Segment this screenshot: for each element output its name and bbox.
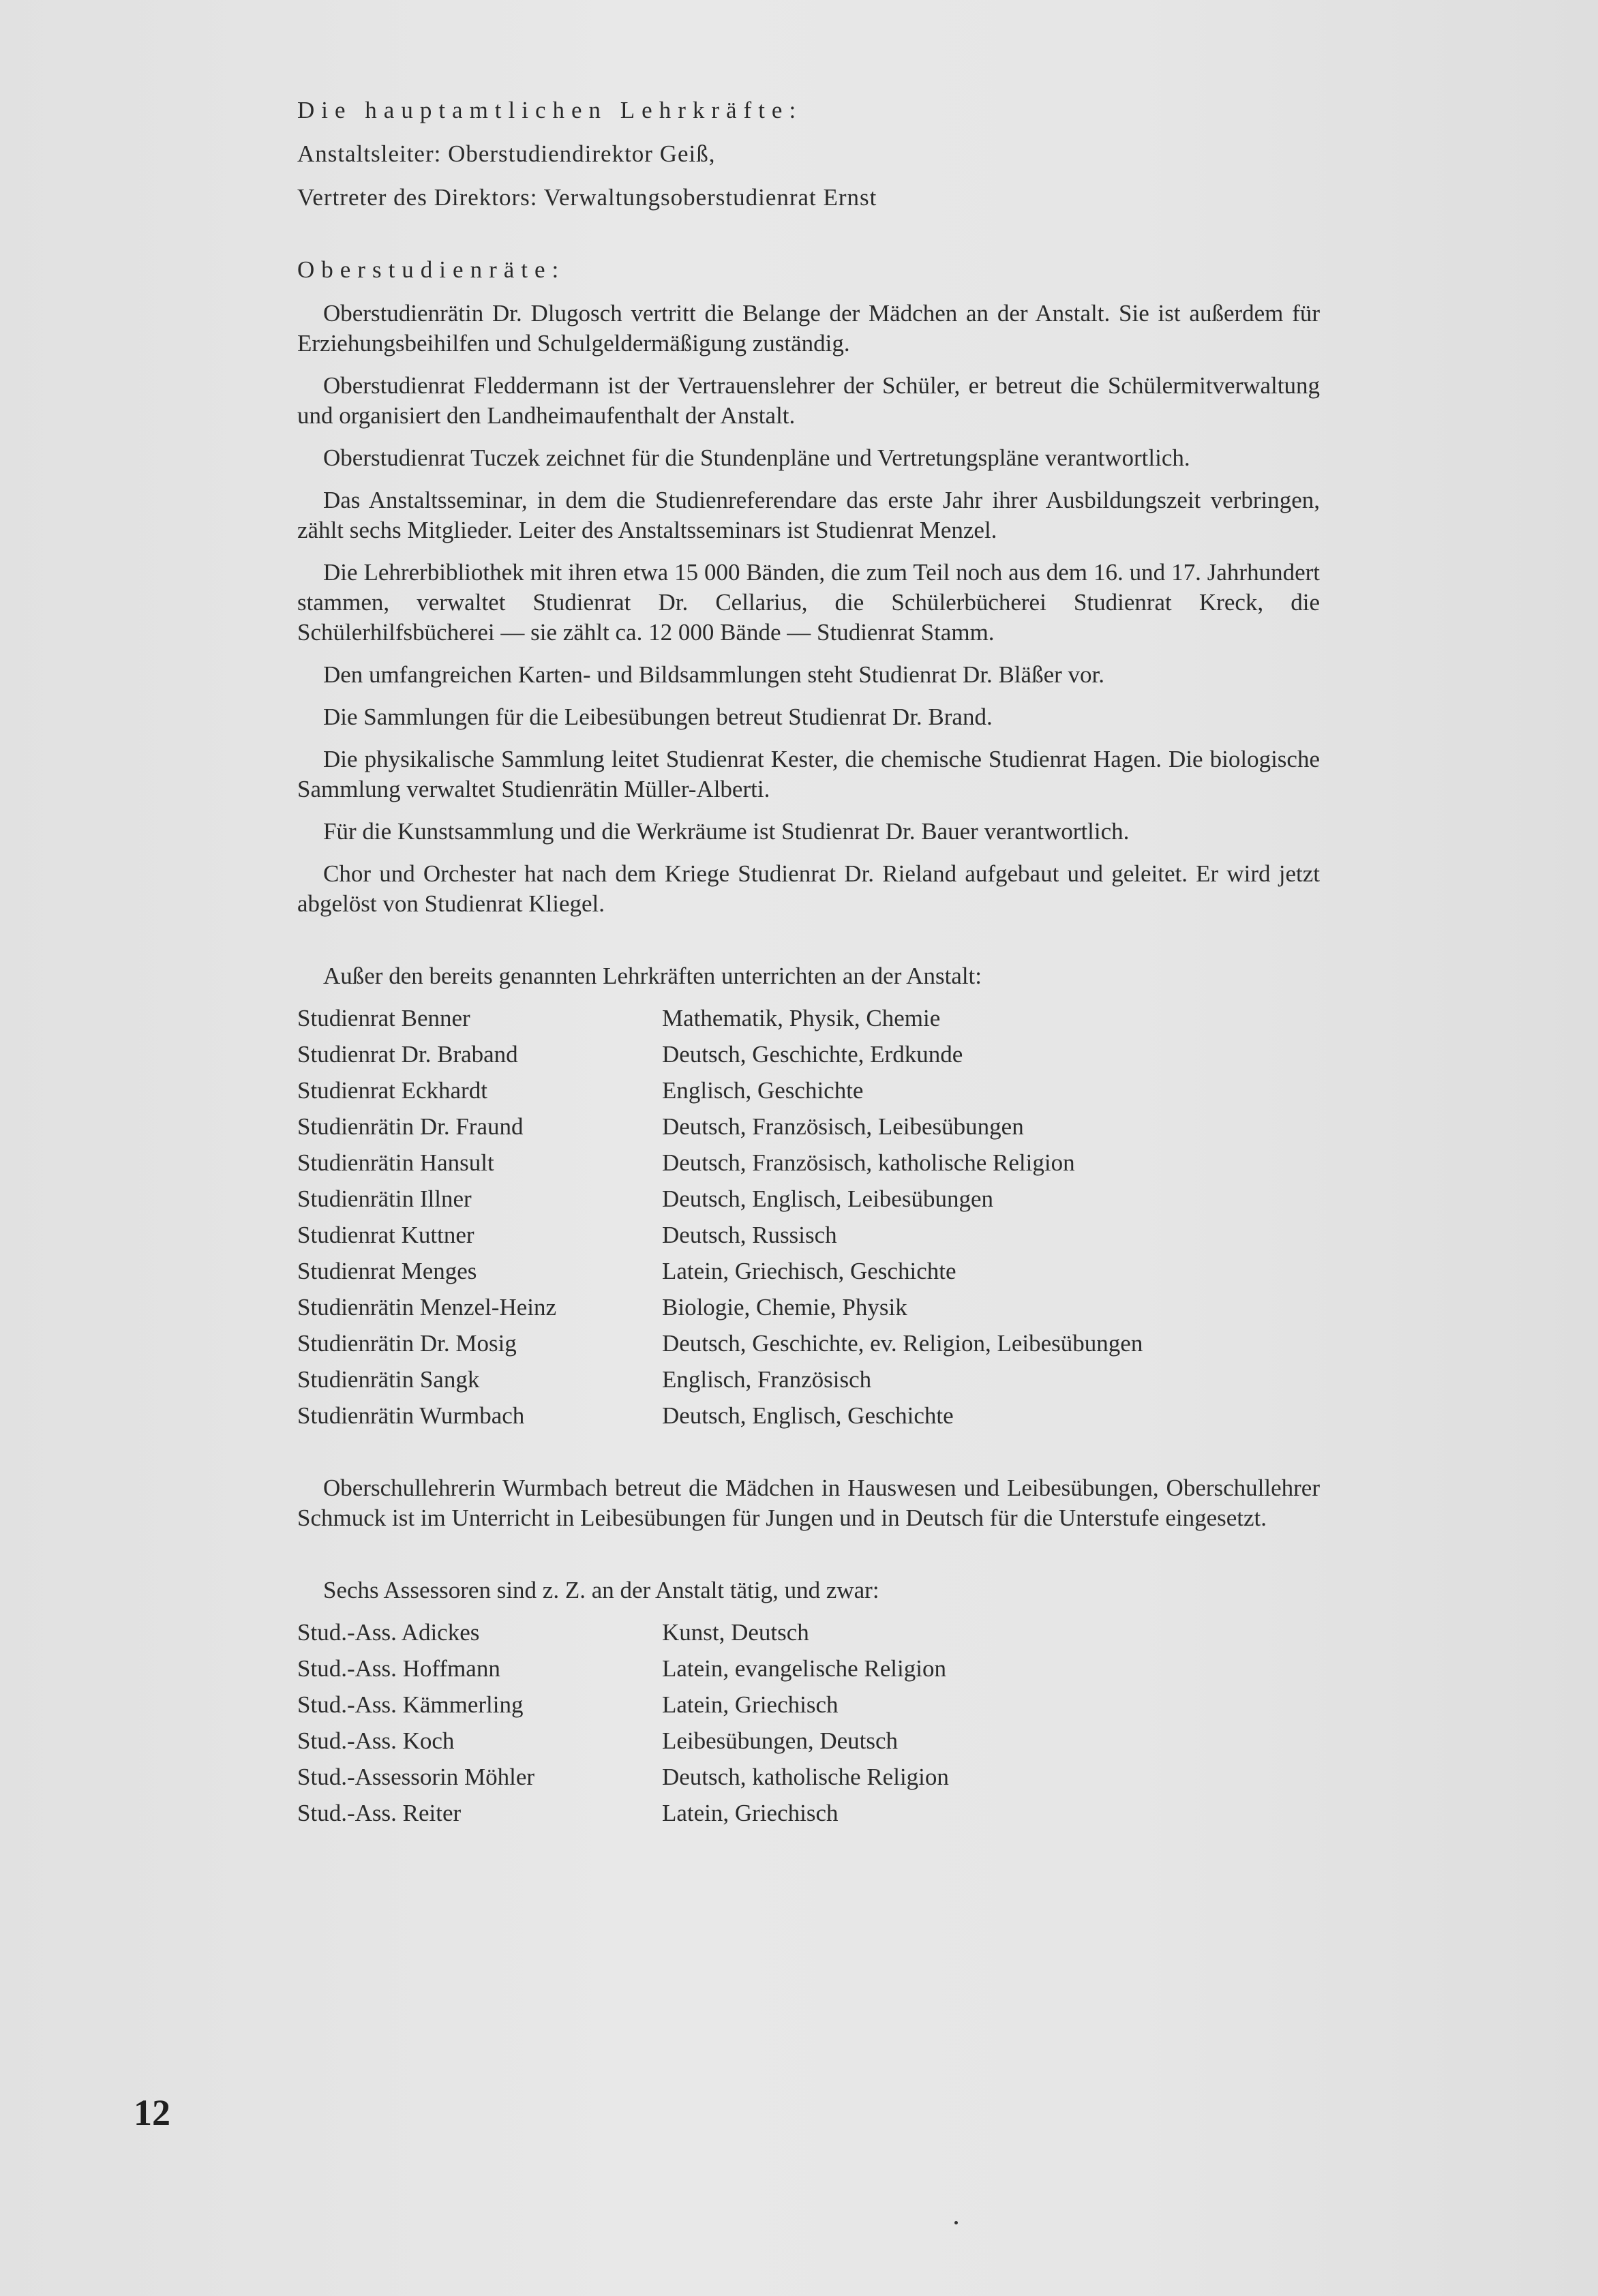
assessors-list [297,1618,1320,1828]
teacher-name: Studienrat Eckhardt [297,1077,487,1104]
teacher-name: Studienrätin Wurmbach [297,1402,525,1429]
page-number: 12 [134,2092,170,2133]
staff-heading: Die hauptamtlichen Lehrkräfte: [297,97,803,123]
oberschul-paragraph: Oberschullehrerin Wurmbach betreut die Mädchen in Hauswesen und Leibesübungen, Oberschullehrer Schmuck ist im Unterricht in Leibesübungen für Jungen und in Deutsch für die Unterstufe eingesetzt. [297,1475,1320,1531]
paragraph: Den umfangreichen Karten- und Bildsammlungen steht Studienrat Dr. Bläßer vor. [323,661,1104,688]
paragraph: Die Lehrerbibliothek mit ihren etwa 15 000 Bänden, die zum Teil noch aus dem 16. und 17. Jahrhundert stammen, verwaltet Studienrat Dr. Cellarius, die Schülerbücherei Studienrat Kreck, die Schülerhilfsbücherei — sie zählt ca. 12 000 Bände — Studienrat Stamm. [297,559,1320,646]
teacher-name: Studienrat Menges [297,1258,477,1284]
print-speck [954,2221,958,2224]
paragraph: Oberstudienrat Tuczek zeichnet für die Stundenpläne und Vertretungspläne verantwortlich. [323,444,1190,471]
assessor-name: Stud.-Ass. Reiter [297,1800,462,1826]
teacher-name: Studienrätin Hansult [297,1149,494,1176]
teacher-subjects: Englisch, Geschichte [662,1077,864,1104]
assessor-subjects: Deutsch, katholische Religion [662,1764,949,1790]
teacher-subjects: Deutsch, Geschichte, Erdkunde [662,1041,963,1068]
teacher-name: Studienrätin Dr. Fraund [297,1113,524,1140]
paragraph: Die physikalische Sammlung leitet Studienrat Kester, die chemische Studienrat Hagen. Die biologische Sammlung verwaltet Studienrätin Müller-Alberti. [297,746,1320,802]
teachers-list [297,1003,1320,1431]
teachers-intro: Außer den bereits genannten Lehrkräften unterrichten an der Anstalt: [323,963,982,989]
assessor-subjects: Kunst, Deutsch [662,1619,809,1646]
assessor-name: Stud.-Ass. Kämmerling [297,1691,524,1718]
teacher-subjects: Deutsch, Englisch, Geschichte [662,1402,954,1429]
deputy-line: Vertreter des Direktors: Verwaltungsoberstudienrat Ernst [297,184,877,211]
paragraph: Das Anstaltsseminar, in dem die Studienreferendare das erste Jahr ihrer Ausbildungszeit verbringen, zählt sechs Mitglieder. Leiter des Anstaltsseminars ist Studienrat Menzel. [297,487,1320,543]
assessor-name: Stud.-Ass. Hoffmann [297,1655,500,1682]
senior-teachers-heading: Oberstudienräte: [297,256,566,283]
teacher-subjects: Deutsch, Russisch [662,1222,837,1248]
assessors-intro: Sechs Assessoren sind z. Z. an der Anstalt tätig, und zwar: [323,1577,879,1603]
assessor-subjects: Latein, Griechisch [662,1800,839,1826]
page-content [297,95,1320,1828]
teacher-subjects: Latein, Griechisch, Geschichte [662,1258,956,1284]
paragraph: Oberstudienrätin Dr. Dlugosch vertritt die Belange der Mädchen an der Anstalt. Sie ist außerdem für Erziehungsbeihilfen und Schulgeldermäßigung zuständig. [297,300,1320,357]
assessor-subjects: Latein, evangelische Religion [662,1655,946,1682]
teacher-name: Studienrätin Illner [297,1185,472,1212]
teacher-name: Studienrat Dr. Braband [297,1041,518,1068]
director-line: Anstaltsleiter: Oberstudiendirektor Geiß, [297,140,716,167]
teacher-name: Studienrat Benner [297,1005,470,1031]
teacher-name: Studienrätin Menzel-Heinz [297,1294,557,1320]
assessor-name: Stud.-Assessorin Möhler [297,1764,535,1790]
paragraph: Für die Kunstsammlung und die Werkräume ist Studienrat Dr. Bauer verantwortlich. [323,818,1130,845]
teacher-name: Studienrätin Sangk [297,1366,480,1393]
teacher-name: Studienrat Kuttner [297,1222,474,1248]
assessor-name: Stud.-Ass. Koch [297,1727,455,1754]
teacher-subjects: Deutsch, Englisch, Leibesübungen [662,1185,994,1212]
assessor-subjects: Latein, Griechisch [662,1691,839,1718]
paragraph: Die Sammlungen für die Leibesübungen betreut Studienrat Dr. Brand. [323,704,993,730]
teacher-subjects: Englisch, Französisch [662,1366,872,1393]
assessor-name: Stud.-Ass. Adickes [297,1619,480,1646]
teacher-subjects: Mathematik, Physik, Chemie [662,1005,941,1031]
teacher-subjects: Deutsch, Französisch, katholische Religion [662,1149,1075,1176]
teacher-subjects: Deutsch, Französisch, Leibesübungen [662,1113,1024,1140]
paragraph: Chor und Orchester hat nach dem Kriege Studienrat Dr. Rieland aufgebaut und geleitet. Er wird jetzt abgelöst von Studienrat Kliegel. [297,860,1320,917]
paragraph: Oberstudienrat Fleddermann ist der Vertrauenslehrer der Schüler, er betreut die Schülermitverwaltung und organisiert den Landheimaufenthalt der Anstalt. [297,372,1320,429]
teacher-name: Studienrätin Dr. Mosig [297,1330,517,1357]
assessor-subjects: Leibesübungen, Deutsch [662,1727,899,1754]
teacher-subjects: Deutsch, Geschichte, ev. Religion, Leibesübungen [662,1330,1143,1357]
teacher-subjects: Biologie, Chemie, Physik [662,1294,907,1320]
